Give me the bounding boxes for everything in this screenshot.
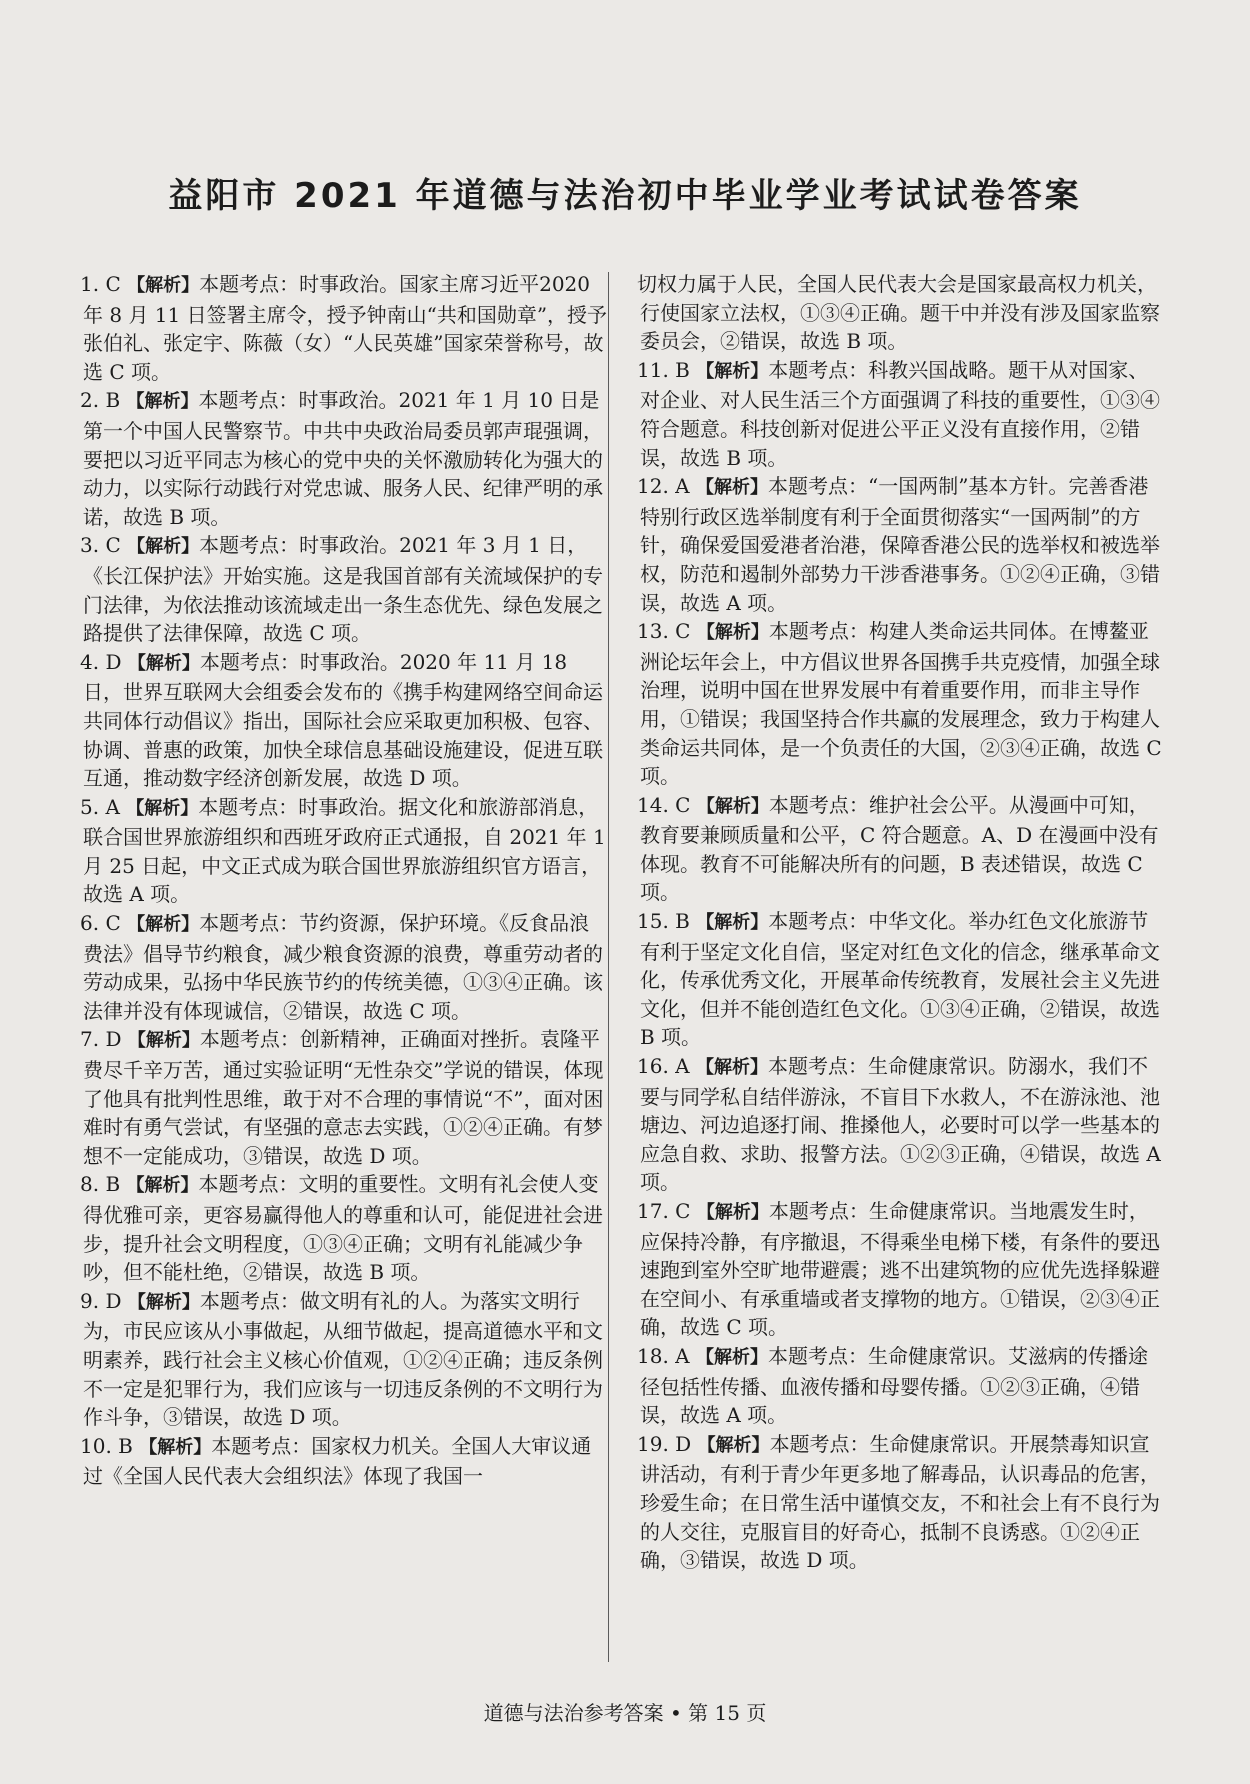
answer-item (80, 1025, 608, 1170)
answer-item (80, 1170, 608, 1286)
answer-text: 本题考点：节约资源，保护环境。《反食品浪费法》倡导节约粮食，减少粮食资源的浪费，尊重劳动者的劳动成果，弘扬中华民族节约的传统美德，①③④正确。该法律并没有体现诚信，②错误，故选 C 项。 (83, 911, 603, 1023)
answer-text: 本题考点：中华文化。举办红色文化旅游节有利于坚定文化自信，坚定对红色文化的信念，继承革命文化，传承优秀文化，开展革命传统教育，发展社会主义先进文化，但并不能创造红色文化。①③④正确，②错误，故选 B 项。 (640, 909, 1160, 1050)
answer-number: 12. A (637, 474, 696, 499)
answer-item (637, 356, 1165, 472)
answer-number: 2. B (80, 388, 127, 413)
answer-item (80, 1287, 608, 1432)
answer-text: 本题考点：时事政治。2021 年 3 月 1 日，《长江保护法》开始实施。这是我国首部有关流域保护的专门法律，为依法推动该流域走出一条生态优先、绿色发展之路提供了法律保障，故选 C 项。 (83, 533, 603, 646)
answer-text: 切权力属于人民，全国人民代表大会是国家最高权力机关，行使国家立法权，①③④正确。题干中并没有涉及国家监察委员会，②错误，故选 B 项。 (637, 272, 1160, 354)
page-title: 益阳市 2021 年道德与法治初中毕业学业考试试卷答案 (168, 176, 1082, 216)
answer-number: 5. A (80, 794, 127, 819)
answer-item (80, 648, 608, 793)
answer-number: 4. D (80, 649, 128, 674)
analysis-tag: 【解析】 (126, 797, 199, 819)
answer-text: 本题考点：时事政治。2021 年 1 月 10 日是第一个中国人民警察节。中共中央政治局委员郭声琨强调，要把以习近平同志为核心的党中央的关怀激励转化为强大的动力，以实际行动践行对党忠诚、服务人民、纪律严明的承诺，故选 B 项。 (83, 388, 603, 529)
answer-item (80, 270, 608, 386)
answer-item (637, 907, 1165, 1052)
answer-item (637, 472, 1165, 617)
analysis-tag: 【解析】 (697, 1434, 770, 1456)
analysis-tag: 【解析】 (127, 1291, 200, 1313)
answer-number: 6. C (80, 911, 128, 936)
page-footer: 道德与法治参考答案 • 第 15 页 (483, 1701, 767, 1725)
analysis-tag: 【解析】 (695, 477, 768, 499)
analysis-tag: 【解析】 (695, 1346, 768, 1368)
answer-number: 1. C (80, 272, 128, 296)
analysis-tag: 【解析】 (696, 622, 769, 644)
answer-number: 3. C (80, 533, 128, 558)
answer-item (637, 617, 1165, 791)
answer-text: 本题考点：生命健康常识。艾滋病的传播途径包括性传播、血液传播和母婴传播。①②③正确，④错误，故选 A 项。 (640, 1343, 1148, 1428)
analysis-tag: 【解析】 (127, 652, 200, 674)
answer-text: 本题考点：构建人类命运共同体。在博鳌亚洲论坛年会上，中方倡议世界各国携手共克疫情，加强全球治理，说明中国在世界发展中有着重要作用，而非主导作用，①错误；我国坚持合作共赢的发展理念，致力于构建人类命运共同体，是一个负责任的大国，②③④正确，故选 C 项。 (640, 619, 1162, 789)
answer-number: 19. D (637, 1431, 698, 1456)
analysis-tag: 【解析】 (696, 795, 769, 817)
answer-number: 10. B (80, 1433, 140, 1458)
analysis-tag: 【解析】 (696, 360, 769, 382)
column-divider (608, 272, 609, 1662)
answer-number: 15. B (637, 909, 697, 934)
answer-text: 本题考点：国家权力机关。全国人大审议通过《全国人民代表大会组织法》体现了我国一 (83, 1433, 592, 1489)
answer-item (637, 791, 1165, 907)
analysis-tag: 【解析】 (127, 914, 200, 936)
answer-number: 9. D (80, 1288, 128, 1313)
answer-text: 本题考点：维护社会公平。从漫画中可知，教育要兼顾质量和公平，C 符合题意。A、D 在漫画中没有体现。教育不可能解决所有的问题，B 表述错误，故选 C 项。 (640, 792, 1159, 905)
answer-item (637, 1342, 1165, 1430)
answer-text: 本题考点：文明的重要性。文明有礼会使人变得优雅可亲，更容易赢得他人的尊重和认可，能促进社会进步，提升社会文明程度，①③④正确；文明有礼能减少争吵，但不能杜绝，②错误，故选 B 项。 (83, 1172, 603, 1285)
answer-item (637, 270, 1165, 356)
analysis-tag: 【解析】 (126, 1175, 199, 1197)
answer-item (637, 1052, 1165, 1197)
answer-text: 本题考点：生命健康常识。防溺水，我们不要与同学私自结伴游泳，不盲目下水救人，不在游泳池、池塘边、河边追逐打闹、推搡他人，必要时可以学一些基本的应急自救、求助、报警方法。①②③正确，④错误，故选 A 项。 (640, 1054, 1161, 1195)
answer-text: 本题考点：生命健康常识。开展禁毒知识宣讲活动，有利于青少年更多地了解毒品，认识毒品的危害，珍爱生命；在日常生活中谨慎交友，不和社会上有不良行为的人交往，克服盲目的好奇心，抵制不良诱惑。①②④正确，③错误，故选 D 项。 (640, 1431, 1160, 1573)
answer-item (637, 1430, 1165, 1575)
answer-item (80, 909, 608, 1025)
answer-number: 17. C (637, 1199, 697, 1223)
answer-text: 本题考点：做文明有礼的人。为落实文明行为，市民应该从小事做起，从细节做起，提高道德水平和文明素养，践行社会主义核心价值观，①②④正确；违反条例不一定是犯罪行为，我们应该与一切违反条例的不文明行为作斗争，③错误，故选 D 项。 (83, 1288, 603, 1430)
analysis-tag: 【解析】 (696, 912, 769, 934)
analysis-tag: 【解析】 (139, 1436, 212, 1458)
answer-item (80, 1432, 608, 1491)
answer-item (80, 386, 608, 531)
answer-text: 本题考点：时事政治。国家主席习近平2020 年 8 月 11 日签署主席令，授予钟南山“共和国勋章”，授予张伯礼、张定宇、陈薇（女）“人民英雄”国家荣誉称号，故选 C 项。 (83, 272, 608, 384)
analysis-tag: 【解析】 (695, 1057, 768, 1079)
answer-number: 8. B (80, 1172, 127, 1197)
answer-number: 11. B (637, 357, 697, 382)
answer-number: 13. C (637, 619, 697, 644)
right-column (637, 270, 1165, 1575)
analysis-tag: 【解析】 (127, 1030, 200, 1052)
answer-text: 本题考点：生命健康常识。当地震发生时，应保持冷静，有序撤退，不得乘坐电梯下楼，有条件的要迅速跑到室外空旷地带避震；逃不出建筑物的应优先选择躲避在空间小、有承重墙或者支撑物的地方。①错误，②③④正确，故选 C 项。 (640, 1199, 1160, 1340)
answer-text: 本题考点：创新精神，正确面对挫折。袁隆平费尽千辛万苦，通过实验证明“无性杂交”学说的错误，体现了他具有批判性思维，敢于对不合理的事情说“不”，面对困难时有勇气尝试，有坚强的意志去实践，①②④正确。有梦想不一定能成功，③错误，故选 D 项。 (83, 1027, 604, 1168)
analysis-tag: 【解析】 (696, 1202, 769, 1223)
answer-number: 7. D (80, 1027, 128, 1052)
answer-number: 18. A (637, 1343, 696, 1368)
answer-number: 16. A (637, 1054, 696, 1079)
answer-text: 本题考点：时事政治。2020 年 11 月 18 日，世界互联网大会组委会发布的《携手构建网络空间命运共同体行动倡议》指出，国际社会应采取更加积极、包容、协调、普惠的政策，加快全球信息基础设施建设，促进互联互通，推动数字经济创新发展，故选 D 项。 (83, 649, 603, 791)
answer-item (637, 1197, 1165, 1342)
answer-number: 14. C (637, 792, 697, 817)
answer-text: 本题考点：时事政治。据文化和旅游部消息，联合国世界旅游组织和西班牙政府正式通报，自 2021 年 1 月 25 日起，中文正式成为联合国世界旅游组织官方语言，故选 A 项。 (83, 794, 606, 907)
left-column (80, 270, 608, 1491)
answer-item (80, 531, 608, 647)
analysis-tag: 【解析】 (126, 391, 199, 413)
analysis-tag: 【解析】 (127, 275, 200, 296)
analysis-tag: 【解析】 (127, 536, 200, 558)
answer-text: 本题考点：“一国两制”基本方针。完善香港特别行政区选举制度有利于全面贯彻落实“一国两制”的方针，确保爱国爱港者治港，保障香港公民的选举权和被选举权，防范和遏制外部势力干涉香港事务。①②④正确，③错误，故选 A 项。 (640, 474, 1160, 615)
answer-item (80, 793, 608, 909)
answer-text: 本题考点：科教兴国战略。题干从对国家、对企业、对人民生活三个方面强调了科技的重要性，①③④符合题意。科技创新对促进公平正义没有直接作用，②错误，故选 B 项。 (640, 357, 1160, 470)
